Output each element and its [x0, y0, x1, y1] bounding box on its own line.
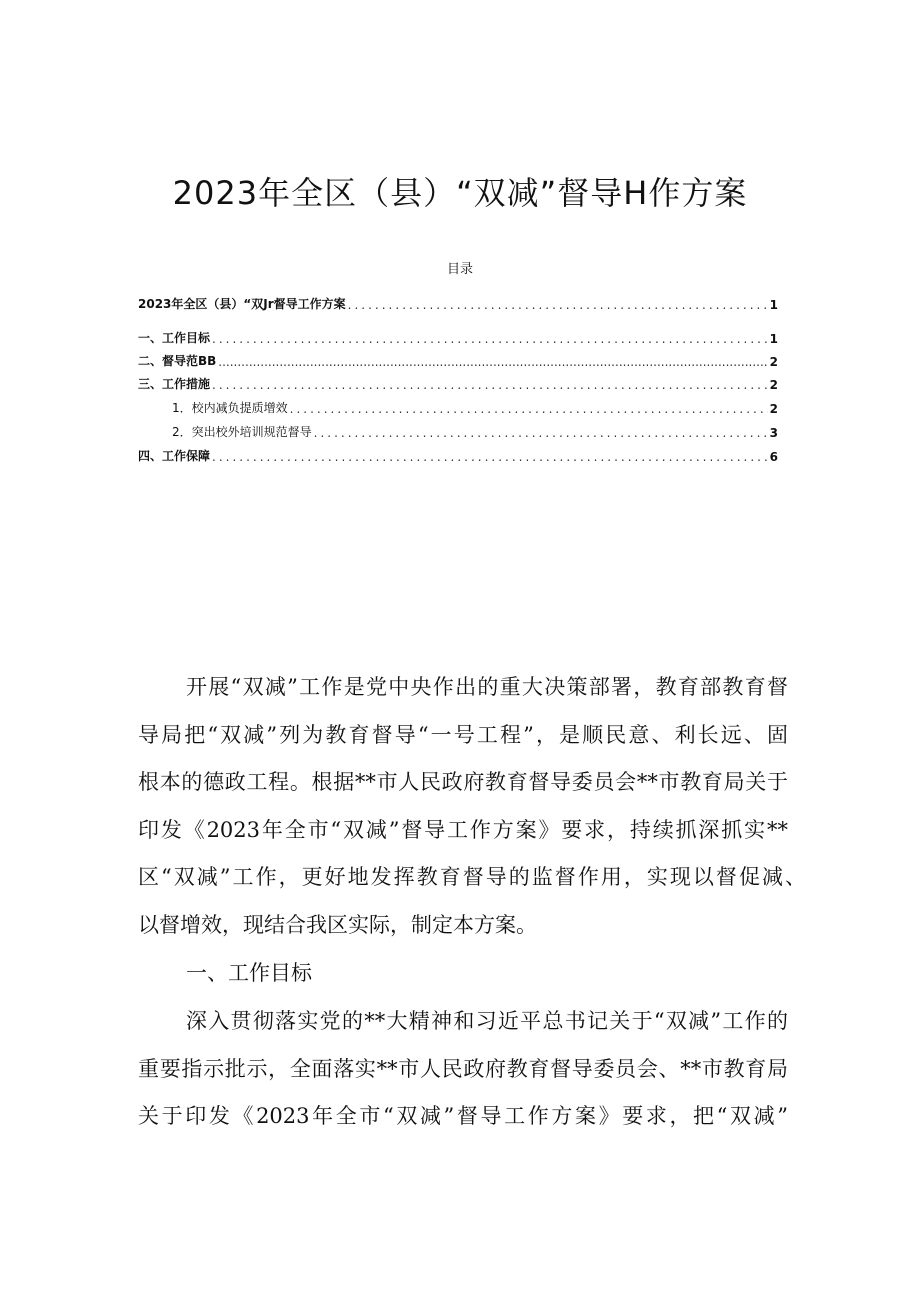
intro-paragraph: [138, 664, 806, 949]
toc-item-page: 2: [769, 355, 778, 369]
toc-leader: [212, 332, 768, 346]
toc-leader: [290, 402, 768, 416]
toc-item-label: 1．校内减负提质增效: [172, 401, 288, 415]
toc-item[interactable]: [138, 349, 778, 369]
toc-item-page: 6: [769, 450, 778, 464]
toc-leader: [348, 298, 768, 312]
toc-item-label: 二、督导范BB: [138, 354, 217, 368]
toc-item[interactable]: [138, 372, 778, 392]
paragraph-line: 导局把“双减”列为教育督导“一号工程”，是顺民意、利长远、固: [138, 722, 788, 747]
paragraph-line: 以督增效，现结合我区实际，制定本方案。: [138, 912, 537, 937]
toc-item[interactable]: [138, 396, 778, 416]
toc-leader: [314, 426, 768, 440]
toc-item[interactable]: [138, 444, 778, 464]
toc-item-label: 一、工作目标: [138, 331, 211, 345]
toc-leader: [212, 450, 768, 464]
toc-item-label: 四、工作保障: [138, 449, 211, 463]
section-paragraph: [138, 998, 788, 1141]
paragraph-line: 开展“双减”工作是党中央作出的重大决策部署，教育部教育督: [186, 675, 788, 699]
toc-item-page: 1: [769, 298, 778, 312]
toc-item-page: 2: [769, 378, 778, 392]
toc-item-label: 2023年全区（县）“双Jr督导工作方案: [138, 297, 346, 311]
toc-item-page: 3: [769, 426, 778, 440]
paragraph-line: 深入贯彻落实党的**大精神和习近平总书记关于“双减”工作的: [186, 1009, 788, 1033]
paragraph-line: 印发《2023年全市“双减”督导工作方案》要求，持续抓深抓实**: [138, 817, 788, 842]
toc-heading: 目录: [446, 262, 473, 277]
toc-leader: [218, 355, 767, 369]
paragraph-line: 根本的德政工程。根据**市人民政府教育督导委员会**市教育局关于: [138, 770, 788, 794]
paragraph-line: 区“双减”工作，更好地发挥教育督导的监督作用，实现以督促减、: [138, 865, 806, 889]
toc-item-page: 2: [769, 402, 778, 416]
toc-leader: [212, 378, 768, 392]
document-title: 2023年全区（县）“双减”督导H作方案: [172, 174, 748, 212]
toc-item-page: 1: [769, 332, 778, 346]
toc-item-label: 2．突出校外培训规范督导: [172, 425, 312, 439]
toc-item[interactable]: [138, 420, 778, 440]
toc-item-label: 三、工作措施: [138, 377, 211, 391]
toc-item[interactable]: [138, 326, 778, 346]
toc-item[interactable]: [138, 292, 778, 312]
section-heading: 一、工作目标: [186, 961, 312, 985]
paragraph-line: 关于印发《2023年全市“双减”督导工作方案》要求，把“双减”: [138, 1104, 788, 1128]
paragraph-line: 重要指示批示，全面落实**市人民政府教育督导委员会、**市教育局: [138, 1056, 788, 1081]
